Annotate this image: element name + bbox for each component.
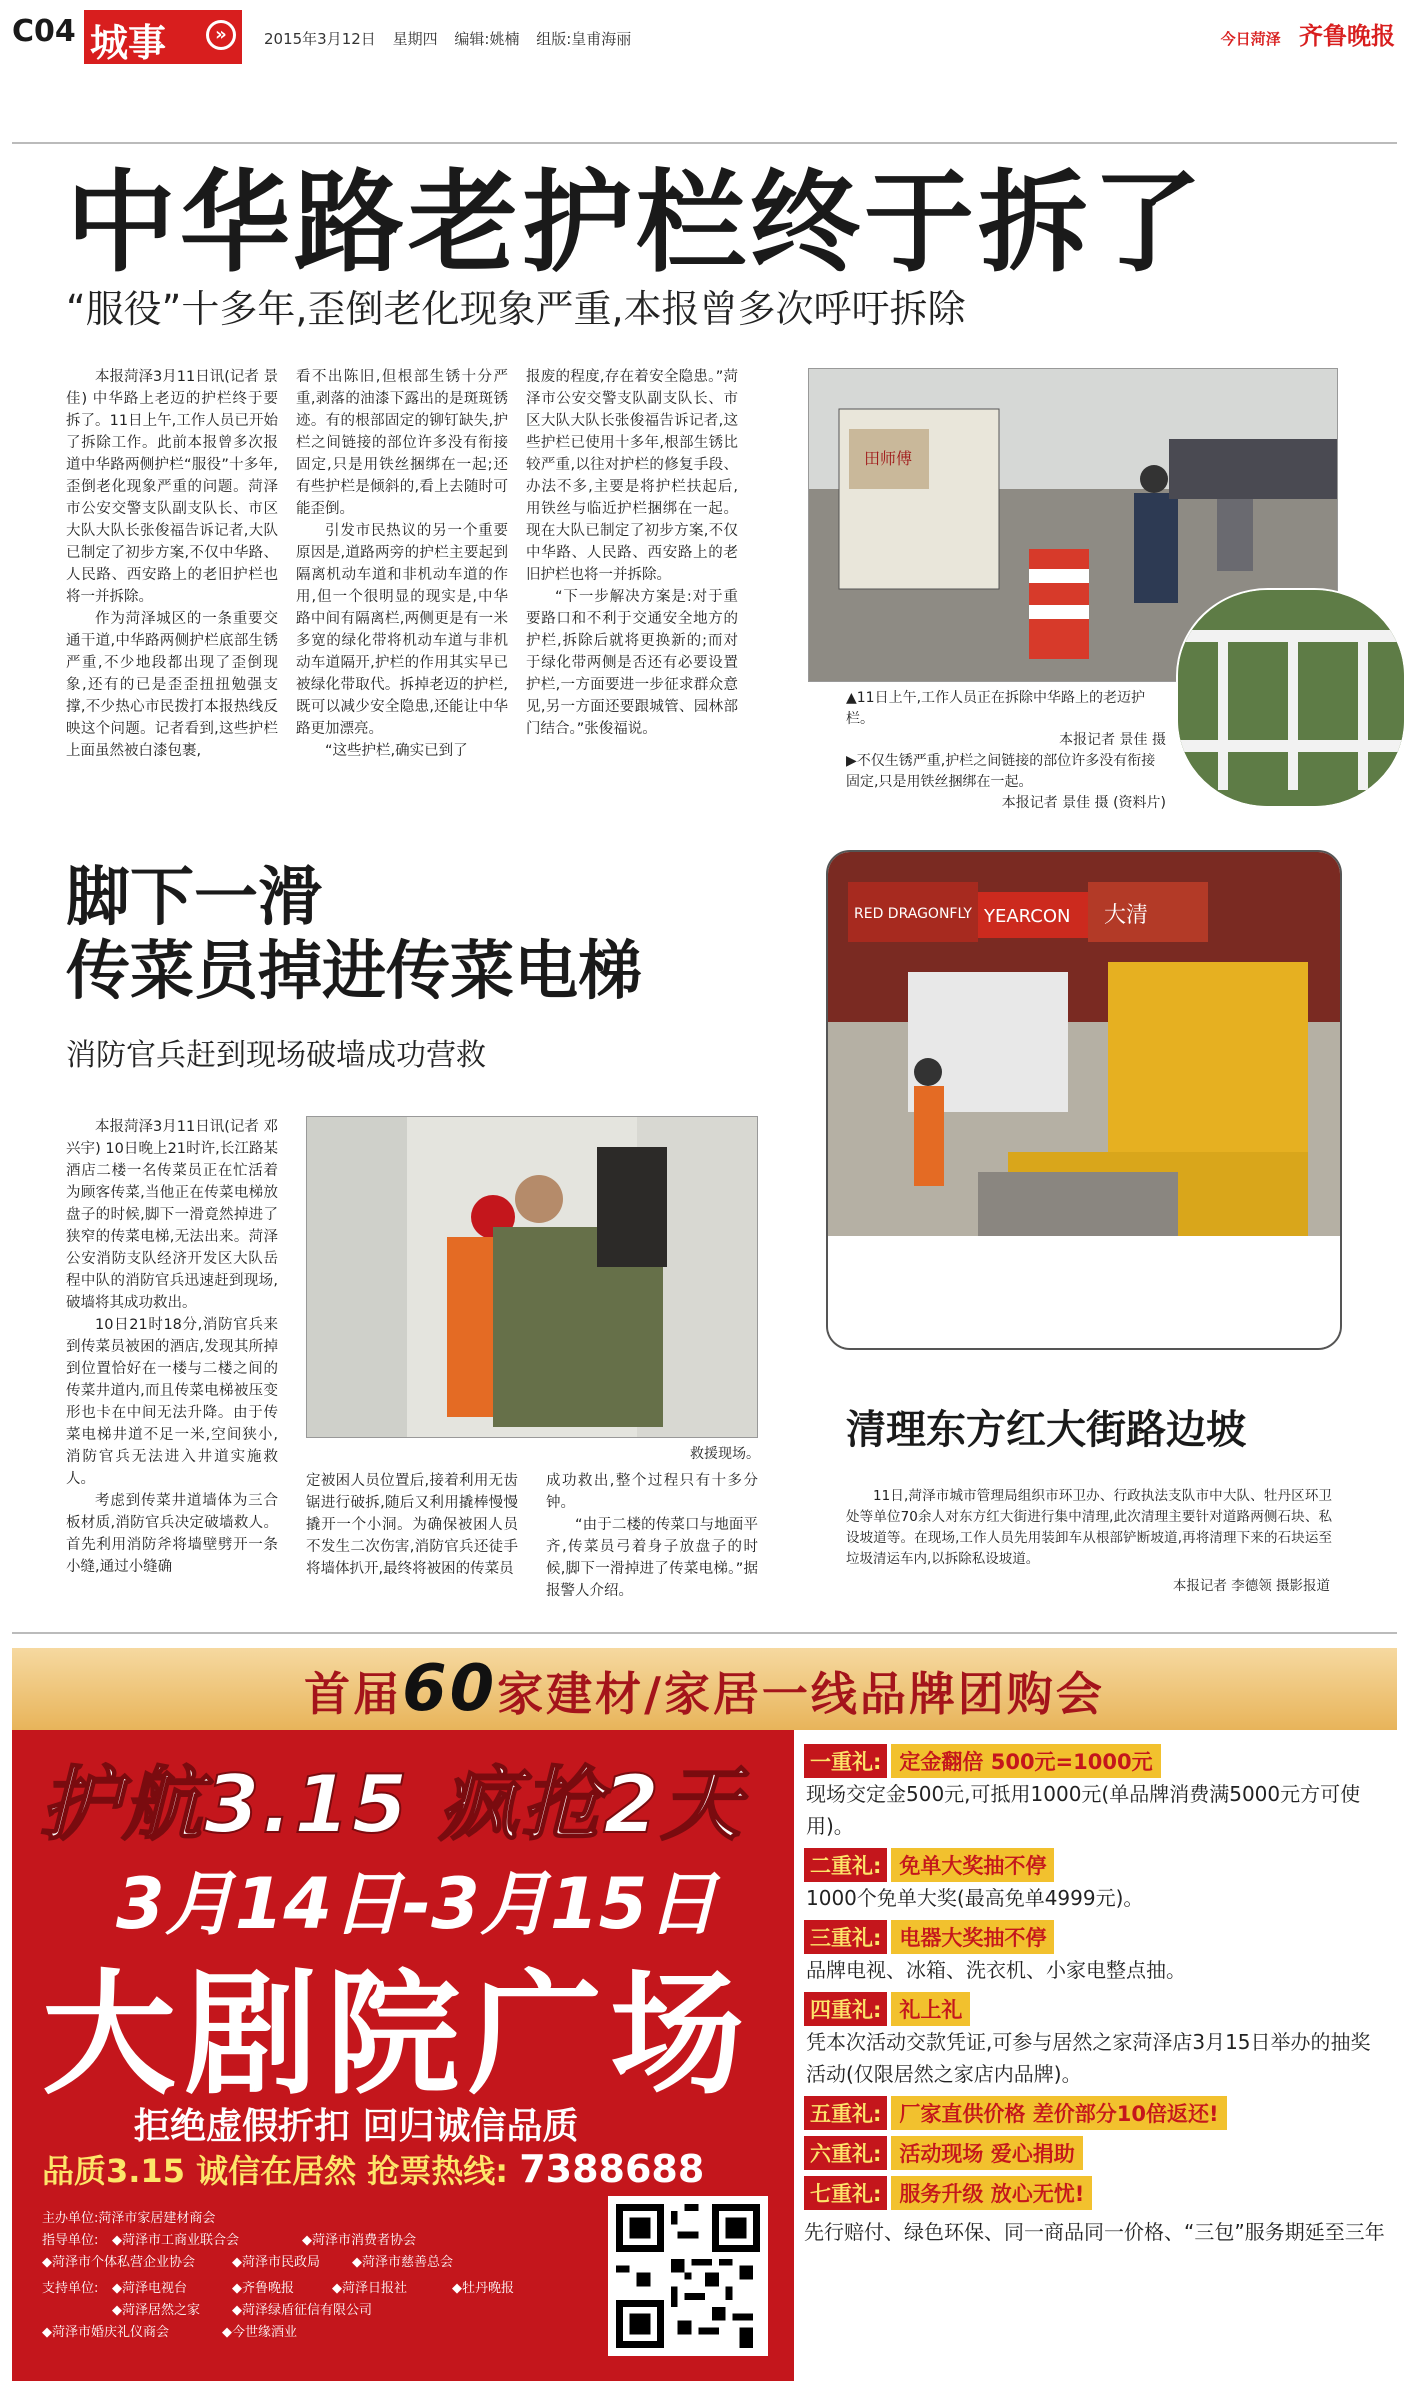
story1-headline: 中华路老护栏终于拆了 <box>66 159 1206 287</box>
story3-body: 11日,菏泽市城市管理局组织市环卫办、行政执法支队市中大队、牡丹区环卫处等单位70余人对东方红大街进行集中清理,此次清理主要针对道路两侧石块、私设坡道等。在现场,工作人员先用装卸车从根部铲断坡道,再将清理下来的石块运至垃圾清运车内,以拆除私设坡道。 <box>846 1488 1332 1567</box>
shop-sign: YEARCON <box>984 906 1071 927</box>
support-label: 支持单位: <box>42 2281 99 2296</box>
prize-desc: 1000个免单大奖(最高免单4999元)。 <box>806 1886 1144 1910</box>
prize-7 <box>804 2176 1387 2210</box>
prize-tag: 二重礼: <box>804 1848 887 1882</box>
prize-highlight: 电器大奖抽不停 <box>891 1920 1054 1954</box>
prize-highlight: 礼上礼 <box>891 1992 970 2026</box>
paragraph: 本报菏泽3月11日讯(记者 邓兴宇) 10日晚上21时许,长江路某酒店二楼一名传菜员正在忙活着为顾客传菜,当他正在传菜电梯放盘子的时候,脚下一滑竟然掉进了狭窄的传菜电梯,无法出来。菏泽公安消防支队经济开发区大队岳程中队的消防官兵迅速赶到现场,破墙将其成功救出。 <box>66 1119 278 1311</box>
qr-code[interactable] <box>608 2196 768 2356</box>
shop-sign: RED DRAGONFLY <box>854 906 972 922</box>
prize-tag: 四重礼: <box>804 1992 887 2026</box>
headline-line: 传菜员掉进传菜电梯 <box>66 934 642 1009</box>
paragraph: 引发市民热议的另一个重要原因是,道路两旁的护栏主要起到隔离机动车道和非机动车道的作用,但一个很明显的现实是,中华路中间有隔离栏,两侧更是有一米多宽的绿化带将机动车道与非机动车道隔开,护栏的作用其实早已被绿化带取代。拆掉老迈的护栏,既可以减少安全隐患,还能让中华路更加漂亮。 <box>296 523 508 737</box>
host-row <box>42 2208 602 2230</box>
prize-highlight: 服务升级 放心无忧! <box>891 2176 1092 2210</box>
editor: 编辑:姚楠 <box>454 30 520 48</box>
prize-1 <box>804 1744 1387 1842</box>
ad-banner-text: 首届 <box>304 1667 403 1721</box>
guide-unit: ◆菏泽市工商业联合会 <box>112 2233 239 2248</box>
ad-rule <box>12 1632 1397 1634</box>
prize-highlight: 免单大奖抽不停 <box>891 1848 1054 1882</box>
photo1-caption <box>846 688 1166 814</box>
host-name: 菏泽市家居建材商会 <box>98 2211 216 2226</box>
prize-4 <box>804 1992 1387 2090</box>
ad-banner <box>12 1648 1397 1730</box>
story3-headline: 清理东方红大街路边坡 <box>846 1407 1246 1453</box>
paragraph: 定被困人员位置后,接着利用无齿锯进行破拆,随后又利用撬棒慢慢撬开一个小洞。为确保被困人员不发生二次伤害,消防官兵还徒手将墙体扒开,最终将被困的传菜员 <box>306 1473 518 1577</box>
paragraph: 报废的程度,存在着安全隐患。”菏泽市公安交警支队副支队长、市区大队大队长张俊福告诉记者,这些护栏已使用十多年,根部生锈比较严重,以往对护栏的修复手段、办法不多,主要是将护栏扶起后,用铁丝与临近护栏捆绑在一起。现在大队已制定了初步方案,不仅中华路、人民路、西安路上的老旧护栏也将一并拆除。 <box>526 369 738 583</box>
story3-headline-band <box>828 1236 1342 1348</box>
paragraph: 作为菏泽城区的一条重要交通干道,中华路两侧护栏底部生锈严重,不少地段都出现了歪倒现象,还有的已是歪歪扭扭勉强支撑,不少热心市民拨打本报热线反映这个问题。记者看到,这些护栏上面虽然被白漆包裹, <box>66 611 278 759</box>
paragraph: “下一步解决方案是:对于重要路口和不利于交通安全地方的护栏,拆除后就将更换新的;而对于绿化带两侧是否还有必要设置护栏,一方面要进一步征求群众意见,另一方面还要跟城管、园林部门结合。”张俊福说。 <box>526 589 738 737</box>
story2-headline <box>66 862 642 1009</box>
header-rule <box>12 142 1397 144</box>
support-unit: ◆菏泽市婚庆礼仪商会 <box>42 2325 169 2340</box>
ad-slogan-main: 护航3.15 疯抢2天 <box>40 1758 743 1851</box>
issue-weekday: 星期四 <box>392 30 438 48</box>
prize-tag: 一重礼: <box>804 1744 887 1778</box>
headline-line: 脚下一滑 <box>66 861 322 935</box>
ad-dates: 3月14日-3月15日 <box>116 1863 718 1945</box>
double-chevron-icon: » <box>206 20 236 50</box>
support-unit: ◆菏泽日报社 <box>332 2281 407 2296</box>
support-unit: ◆菏泽居然之家 <box>112 2303 200 2318</box>
prize-highlight: 厂家直供价格 差价部分10倍返还! <box>891 2096 1226 2130</box>
prize-2 <box>804 1848 1387 1914</box>
prize-highlight: 定金翻倍 500元=1000元 <box>891 1744 1160 1778</box>
page-code: C04 <box>12 14 76 49</box>
prize-footer: 先行赔付、绿色环保、同一商品同一价格、“三包”服务期延至三年 <box>804 2220 1385 2244</box>
header-meta <box>264 28 643 49</box>
support-unit: ◆今世缘酒业 <box>222 2325 297 2340</box>
prize-desc: 现场交定金500元,可抵用1000元(单品牌消费满5000元方可使用)。 <box>806 1782 1361 1838</box>
layout-credit: 组版:皇甫海丽 <box>536 30 632 48</box>
caption-credit: 本报记者 景佳 摄 (资料片) <box>1001 795 1166 811</box>
story1-col1 <box>66 366 278 762</box>
advertisement <box>12 1648 1397 2381</box>
support-row <box>42 2278 602 2344</box>
photo-rescue-scene <box>306 1116 758 1438</box>
photo-rusted-railing <box>1176 588 1406 808</box>
shop-sign: 大清 <box>1104 903 1149 928</box>
ad-slogan: 拒绝虚假折扣 回归诚信品质 <box>134 2106 579 2147</box>
paragraph: 考虑到传菜井道墙体为三合板材质,消防官兵决定破墙救人。首先利用消防斧将墙壁劈开一条小缝,通过小缝确 <box>66 1493 278 1575</box>
qr-code-icon <box>616 2204 760 2348</box>
guide-unit: ◆菏泽市慈善总会 <box>352 2255 453 2270</box>
ad-banner-number: 60 <box>402 1652 498 1726</box>
prize-tag: 三重礼: <box>804 1920 887 1954</box>
issue-date: 2015年3月12日 <box>264 30 376 48</box>
support-unit: ◆齐鲁晚报 <box>232 2281 294 2296</box>
railing-illustration <box>1178 590 1406 808</box>
paragraph: 10日21时18分,消防官兵来到传菜员被困的酒店,发现其所掉到位置恰好在一楼与二楼之间的传菜井道内,而且传菜电梯被压变形也卡在中间无法升降。由于传菜电梯井道不足一米,空间狭小,消防官兵无法进入井道实施救人。 <box>66 1317 278 1487</box>
prize-highlight: 活动现场 爱心捐助 <box>891 2136 1082 2170</box>
guide-label: 指导单位: <box>42 2233 99 2248</box>
story3-credit: 本报记者 李德领 摄影报道 <box>1172 1578 1330 1594</box>
masthead <box>1221 16 1395 51</box>
hotline-number: 7388688 <box>519 2147 705 2191</box>
prize-3 <box>804 1920 1387 1986</box>
prize-6 <box>804 2136 1387 2170</box>
section-title: 城事 <box>90 21 167 65</box>
paragraph: 本报菏泽3月11日讯(记者 景佳) 中华路上老迈的护栏终于要拆了。11日上午,工作人员已开始了拆除工作。此前本报曾多次报道中华路两侧护栏“服役”十多年,歪倒老化现象严重的问题。菏泽市公安交警支队副支队长、市区大队大队长张俊福告诉记者,大队已制定了初步方案,不仅中华路、人民路、西安路上的老旧护栏也将一并拆除。 <box>66 369 278 605</box>
caption-text: ▲11日上午,工作人员正在拆除中华路上的老迈护栏。 <box>846 690 1146 727</box>
guide-row <box>42 2230 602 2274</box>
guide-unit: ◆菏泽市民政局 <box>232 2255 320 2270</box>
photo2-caption: 救援现场。 <box>690 1446 760 1462</box>
rescue-illustration <box>307 1117 758 1438</box>
guide-unit: ◆菏泽市消费者协会 <box>302 2233 416 2248</box>
story2-col1 <box>66 1116 278 1578</box>
ad-venue: 大剧院广场 <box>42 1957 753 2113</box>
paragraph: “由于二楼的传菜口与地面平齐,传菜员弓着身子放盘子的时候,脚下一滑掉进了传菜电梯。”据报警人介绍。 <box>546 1517 758 1599</box>
paragraph: 成功救出,整个过程只有十多分钟。 <box>546 1473 758 1511</box>
support-unit: ◆菏泽绿盾征信有限公司 <box>232 2303 372 2318</box>
truck-sign: 田师傅 <box>864 449 913 468</box>
prize-tag: 六重礼: <box>804 2136 887 2170</box>
story2-col2 <box>306 1470 518 1580</box>
ad-organizers <box>42 2208 602 2344</box>
section-tag <box>84 10 242 64</box>
prize-5 <box>804 2096 1387 2130</box>
ad-banner-text: 家建材/家居一线品牌团购会 <box>497 1667 1105 1721</box>
story2-subhead: 消防官兵赶到现场破墙成功营救 <box>66 1038 486 1073</box>
guide-unit: ◆菏泽市个体私营企业协会 <box>42 2255 195 2270</box>
prize-tag: 七重礼: <box>804 2176 887 2210</box>
story1-col2 <box>296 366 508 762</box>
story2-col3 <box>546 1470 758 1602</box>
paragraph: 看不出陈旧,但根部生锈十分严重,剥落的油漆下露出的是斑斑锈迹。有的根部固定的铆钉缺失,护栏之间链接的部位许多没有衔接固定,只是用铁丝捆绑在一起;还有些护栏是倾斜的,看上去随时可能歪倒。 <box>296 369 508 517</box>
brand-logo: 齐鲁晚报 <box>1299 22 1395 50</box>
caption-credit: 本报记者 景佳 摄 <box>1059 732 1166 748</box>
caption-text: ▶不仅生锈严重,护栏之间链接的部位许多没有衔接固定,只是用铁丝捆绑在一起。 <box>846 753 1156 790</box>
hotline-label: 品质3.15 诚信在居然 抢票热线: <box>42 2152 509 2190</box>
host-label: 主办单位: <box>42 2211 99 2226</box>
column-name: 今日菏泽 <box>1220 30 1281 48</box>
paragraph: “这些护栏,确实已到了 <box>325 743 468 759</box>
story1-subhead: “服役”十多年,歪倒老化现象严重,本报曾多次呼吁拆除 <box>66 287 966 331</box>
support-unit: ◆牡丹晚报 <box>452 2281 514 2296</box>
prize-tag: 五重礼: <box>804 2096 887 2130</box>
story3-photo-frame <box>826 850 1342 1350</box>
prize-desc: 品牌电视、冰箱、洗衣机、小家电整点抽。 <box>806 1958 1186 1982</box>
prize-panel <box>794 1730 1397 2381</box>
support-unit: ◆菏泽电视台 <box>112 2281 187 2296</box>
prize-desc: 凭本次活动交款凭证,可参与居然之家菏泽店3月15日举办的抽奖活动(仅限居然之家店内品牌)。 <box>806 2030 1371 2086</box>
story1-col3 <box>526 366 738 740</box>
